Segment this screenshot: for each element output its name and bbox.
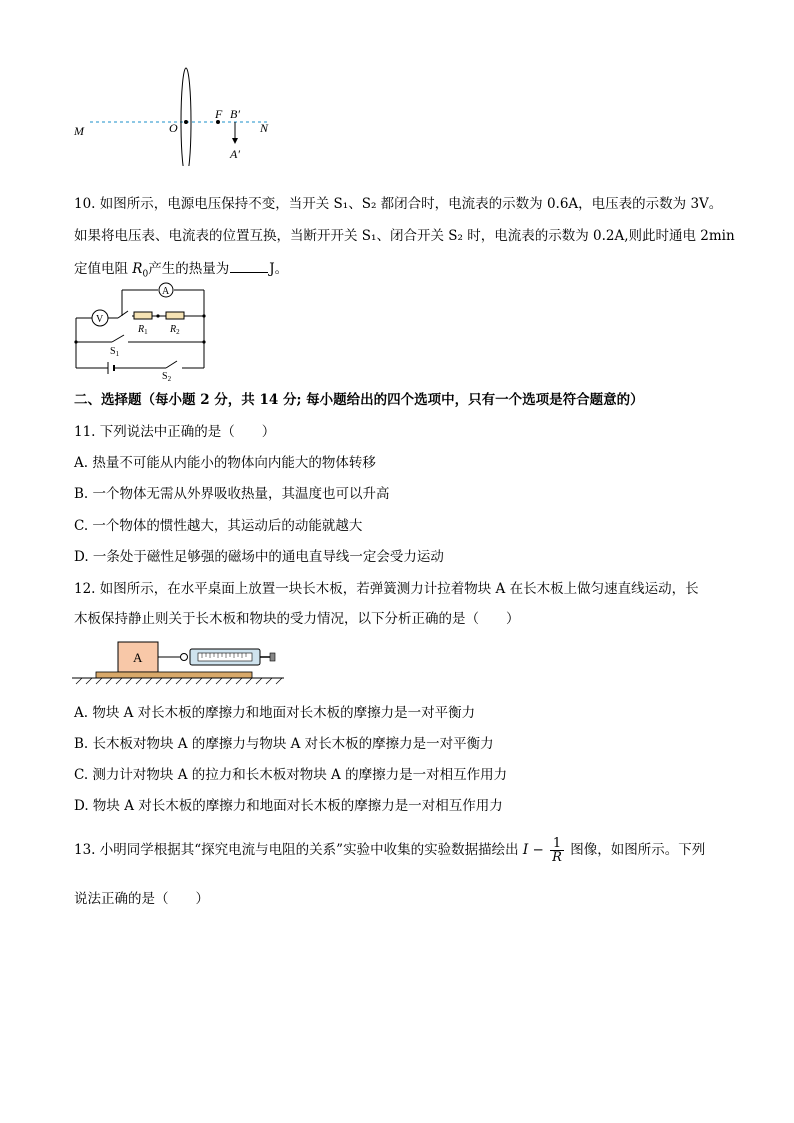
fraction-denominator: R	[552, 850, 562, 865]
s1-label: $S_1$	[110, 346, 120, 358]
q10-line2: 如果将电压表、电流表的位置互换，当断开开关 S₁、闭合开关 S₂ 时，电流表的示数为 0.2A,则此时通电 2min	[74, 228, 735, 244]
q11-option-b[interactable]: B. 一个物体无需从外界吸收热量，其温度也可以升高	[74, 486, 390, 502]
q12-line2: 木板保持静止则关于长木板和物块的受力情况，以下分析正确的是（ ）	[74, 611, 520, 627]
circuit-diagram	[70, 282, 220, 382]
q12-line1: 12. 如图所示，在水平桌面上放置一块长木板，若弹簧测力计拉着物块 A 在长木板上做匀速直线运动，长	[74, 581, 699, 597]
minus-sign: −	[528, 842, 549, 858]
s2-label: $S_2$	[162, 371, 172, 382]
q10-line3-b: 产生的热量为	[148, 261, 230, 277]
r1-label: $R_1$	[138, 324, 148, 336]
resistor-r2	[166, 312, 184, 319]
q12-option-d[interactable]: D. 物块 A 对长木板的摩擦力和地面对长木板的摩擦力是一对相互作用力	[74, 798, 503, 814]
spring-scale-diagram	[72, 638, 292, 688]
resistor-r1	[134, 312, 152, 319]
q11-option-a[interactable]: A. 热量不可能从内能小的物体向内能大的物体转移	[74, 455, 376, 471]
voltmeter-label: V	[96, 314, 104, 325]
q11-stem: 11. 下列说法中正确的是（ ）	[74, 424, 276, 440]
label-o: O	[169, 121, 178, 135]
label-n: N	[260, 121, 269, 135]
label-b-prime: B′	[230, 107, 240, 121]
q12-option-a[interactable]: A. 物块 A 对长木板的摩擦力和地面对长木板的摩擦力是一对平衡力	[74, 705, 476, 721]
block-a-label: A	[133, 650, 143, 665]
q13-line1-a: 13. 小明同学根据其“探究电流与电阻的关系”实验中收集的实验数据描绘出	[74, 842, 523, 858]
image-arrow-head	[232, 138, 238, 144]
convex-lens	[181, 68, 191, 166]
q13-line1-b: 图像，如图所示。下列	[565, 842, 706, 858]
answer-blank[interactable]	[230, 259, 268, 273]
q10-line3	[74, 259, 288, 284]
q10-line3-c: J。	[269, 261, 289, 277]
q11-option-d[interactable]: D. 一条处于磁性足够强的磁场中的通电直导线一定会受力运动	[74, 549, 444, 565]
resistor-r0-sub: 0	[142, 269, 149, 280]
q13-line2: 说法正确的是（ ）	[74, 891, 209, 907]
optical-center-dot	[184, 120, 188, 124]
resistor-r0-var: R	[132, 261, 143, 277]
q11-option-c[interactable]: C. 一个物体的惯性越大，其运动后的动能就越大	[74, 518, 363, 534]
q10-line3-a: 定值电阻	[74, 261, 133, 277]
current-var: I	[522, 842, 529, 858]
r2-label: $R_2$	[170, 324, 180, 336]
long-board	[96, 672, 252, 678]
q12-option-b[interactable]: B. 长木板对物块 A 的摩擦力与物块 A 对长木板的摩擦力是一对平衡力	[74, 736, 494, 752]
one-over-r-fraction	[550, 837, 564, 864]
fraction-numerator: 1	[550, 837, 564, 851]
label-m: M	[74, 124, 84, 138]
section2-title: 二、选择题（每小题 2 分，共 14 分; 每小题给出的四个选项中，只有一个选项是符合题意的）	[74, 392, 644, 408]
q13-line1	[74, 835, 705, 865]
q10-line1: 10. 如图所示，电源电压保持不变，当开关 S₁、S₂ 都闭合时，电流表的示数为 0.6A，电压表的示数为 3V。	[74, 196, 723, 212]
lens-diagram	[70, 66, 290, 166]
label-a-prime: A′	[230, 147, 240, 161]
hook-ring	[181, 654, 188, 661]
ammeter-label: A	[162, 286, 170, 297]
label-f: F	[215, 107, 223, 121]
q12-option-c[interactable]: C. 测力计对物块 A 的拉力和长木板对物块 A 的摩擦力是一对相互作用力	[74, 767, 508, 783]
